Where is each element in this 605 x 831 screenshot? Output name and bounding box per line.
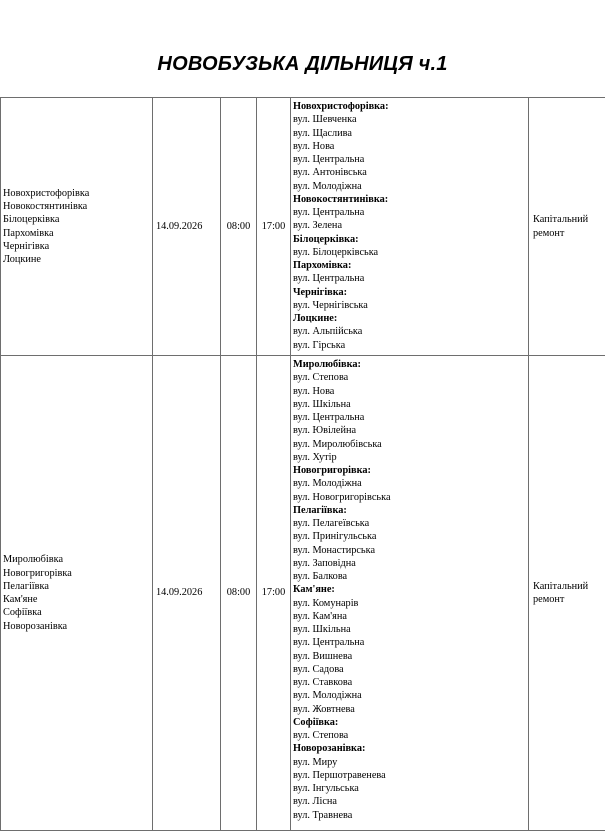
streets-cell xyxy=(291,356,529,831)
street-name: вул. Центральна xyxy=(293,272,526,285)
end-time-cell: 17:00 xyxy=(257,98,291,356)
street-name: вул. Садова xyxy=(293,663,526,676)
village-name: Новохристофорівка xyxy=(3,187,150,200)
village-name: Софіївка xyxy=(3,606,150,619)
street-name: вул. Ставкова xyxy=(293,676,526,689)
village-heading: Новорозанівка: xyxy=(293,742,526,755)
street-name: вул. Принігульська xyxy=(293,530,526,543)
street-name: вул. Нова xyxy=(293,385,526,398)
village-name: Новорозанівка xyxy=(3,620,150,633)
streets-cell xyxy=(291,98,529,356)
work-type-line: ремонт xyxy=(533,593,604,606)
street-name: вул. Молодіжна xyxy=(293,689,526,702)
village-heading: Чернігівка: xyxy=(293,286,526,299)
work-type-line: Капітальний xyxy=(533,580,604,593)
work-type-line: ремонт xyxy=(533,227,604,240)
start-time-cell: 08:00 xyxy=(221,356,257,831)
work-type-cell xyxy=(529,98,605,356)
street-name: вул. Комунарів xyxy=(293,597,526,610)
street-name: вул. Чернігівська xyxy=(293,299,526,312)
street-name: вул. Кам'яна xyxy=(293,610,526,623)
street-name: вул. Щаслива xyxy=(293,127,526,140)
date-cell: 14.09.2026 xyxy=(153,98,221,356)
street-name: вул. Центральна xyxy=(293,153,526,166)
street-name: вул. Миру xyxy=(293,756,526,769)
street-name: вул. Новогригорівська xyxy=(293,491,526,504)
street-name: вул. Пелагеївська xyxy=(293,517,526,530)
village-name: Миролюбівка xyxy=(3,553,150,566)
table-row xyxy=(1,98,605,356)
outage-schedule-table xyxy=(0,97,605,831)
street-name: вул. Альпійська xyxy=(293,325,526,338)
street-name: вул. Шевченка xyxy=(293,113,526,126)
street-name: вул. Травнева xyxy=(293,809,526,822)
street-name: вул. Інгульська xyxy=(293,782,526,795)
street-name: вул. Степова xyxy=(293,729,526,742)
work-type-line: Капітальний xyxy=(533,213,604,226)
village-name: Пелагіївка xyxy=(3,580,150,593)
street-name: вул. Ювілейна xyxy=(293,424,526,437)
street-name: вул. Миролюбівська xyxy=(293,438,526,451)
street-name: вул. Першотравенева xyxy=(293,769,526,782)
village-heading: Новогригорівка: xyxy=(293,464,526,477)
village-heading: Новокостянтинівка: xyxy=(293,193,526,206)
villages-cell xyxy=(1,98,153,356)
village-heading: Білоцерківка: xyxy=(293,233,526,246)
village-name: Чернігівка xyxy=(3,240,150,253)
street-name: вул. Гірська xyxy=(293,339,526,352)
village-heading: Пархомівка: xyxy=(293,259,526,272)
street-name: вул. Молодіжна xyxy=(293,477,526,490)
village-name: Лоцкине xyxy=(3,253,150,266)
villages-cell xyxy=(1,356,153,831)
street-name: вул. Шкільна xyxy=(293,623,526,636)
village-heading: Миролюбівка: xyxy=(293,358,526,371)
street-name: вул. Зелена xyxy=(293,219,526,232)
street-name: вул. Молодіжна xyxy=(293,180,526,193)
village-heading: Кам'яне: xyxy=(293,583,526,596)
street-name: вул. Лісна xyxy=(293,795,526,808)
village-name: Пархомівка xyxy=(3,227,150,240)
page-title: НОВОБУЗЬКА ДІЛЬНИЦЯ ч.1 xyxy=(0,53,605,76)
street-name: вул. Центральна xyxy=(293,411,526,424)
village-name: Білоцерківка xyxy=(3,213,150,226)
street-name: вул. Хутір xyxy=(293,451,526,464)
street-name: вул. Білоцерківська xyxy=(293,246,526,259)
table-row xyxy=(1,356,605,831)
date-cell: 14.09.2026 xyxy=(153,356,221,831)
village-heading: Пелагіївка: xyxy=(293,504,526,517)
street-name: вул. Центральна xyxy=(293,206,526,219)
street-name: вул. Монастирська xyxy=(293,544,526,557)
street-name: вул. Нова xyxy=(293,140,526,153)
village-heading: Новохристофорівка: xyxy=(293,100,526,113)
street-name: вул. Степова xyxy=(293,371,526,384)
village-name: Новогригорівка xyxy=(3,567,150,580)
street-name: вул. Антонівська xyxy=(293,166,526,179)
village-name: Новокостянтинівка xyxy=(3,200,150,213)
street-name: вул. Шкільна xyxy=(293,398,526,411)
start-time-cell: 08:00 xyxy=(221,98,257,356)
village-heading: Софіївка: xyxy=(293,716,526,729)
street-name: вул. Центральна xyxy=(293,636,526,649)
village-heading: Лоцкине: xyxy=(293,312,526,325)
street-name: вул. Жовтнева xyxy=(293,703,526,716)
street-name: вул. Вишнева xyxy=(293,650,526,663)
street-name: вул. Балкова xyxy=(293,570,526,583)
work-type-cell xyxy=(529,356,605,831)
street-name: вул. Заповідна xyxy=(293,557,526,570)
village-name: Кам'яне xyxy=(3,593,150,606)
end-time-cell: 17:00 xyxy=(257,356,291,831)
